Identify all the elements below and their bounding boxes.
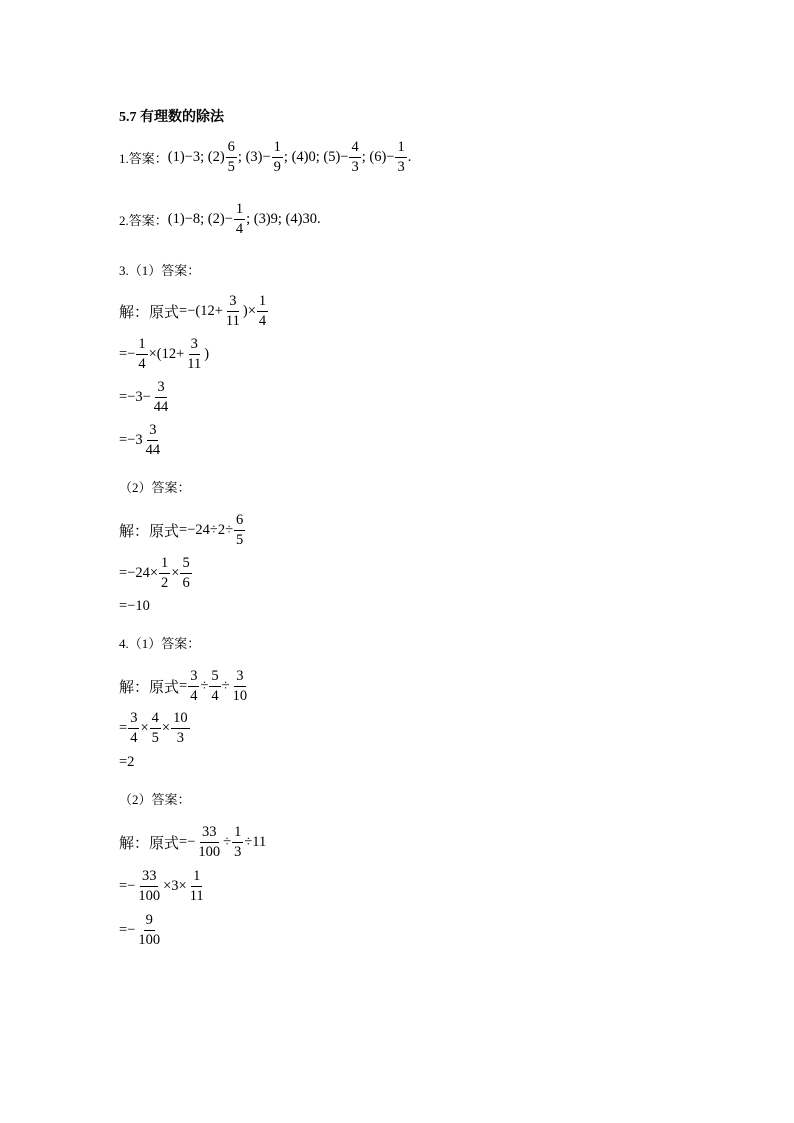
fraction: $\frac{5}{4}$ (211, 668, 219, 704)
fraction: $\frac{1}{3}$ (234, 824, 242, 860)
expression (179, 669, 250, 703)
q1-text-3: ; (4)0; (5)− (283, 148, 349, 165)
fraction: $\frac{1}{4}$ (138, 336, 146, 372)
fraction: $\frac{10}{3}$ (173, 710, 188, 746)
expression (179, 294, 269, 328)
q3-part1-line2 (119, 337, 209, 371)
q4-part1-line2 (119, 711, 191, 745)
solution-prefix: 解：原式 (119, 835, 180, 852)
q1-answer (119, 140, 411, 174)
q1-expression (168, 140, 412, 174)
fraction: $\frac{3}{10}$ (232, 668, 248, 704)
q3-part1-line4 (119, 423, 163, 457)
expr-text: =− (119, 921, 136, 938)
q1-text-1: (1)−3; (2) (167, 148, 225, 165)
expr-text: =− (119, 877, 136, 894)
q2-text-2: ; (3)9; (4)30. (246, 210, 321, 227)
fraction: $\frac{3}{4}$ (190, 668, 198, 704)
q1-text-5: . (407, 148, 412, 165)
expression (119, 913, 163, 947)
fraction: $\frac{1}{3}$ (397, 139, 405, 175)
expr-text: =−3 (119, 431, 143, 448)
expr-text: =−10 (119, 598, 150, 614)
q3-part1-line1 (119, 294, 269, 328)
q2-answer (119, 202, 321, 236)
q3-part2-line3 (119, 598, 150, 615)
q2-expression (168, 202, 321, 236)
fraction: $\frac{3}{44}$ (153, 379, 169, 415)
q4-part1-line3 (119, 754, 134, 771)
q1-text-2: ; (3)− (237, 148, 271, 165)
fraction: $\frac{5}{6}$ (182, 555, 190, 591)
solution-prefix: 解：原式 (119, 304, 180, 321)
q3-part1-line3 (119, 380, 171, 414)
q3-part2-line2 (119, 556, 193, 590)
expr-text: ÷11 (244, 833, 267, 850)
expression (119, 754, 134, 771)
q4-part1-label-row (119, 633, 200, 652)
expression (119, 337, 209, 371)
fraction: $\frac{9}{100}$ (138, 912, 161, 948)
q3-part1-label: 3.（1）答案： (119, 263, 201, 278)
q3-part2-label-row (119, 477, 191, 496)
solution-prefix: 解：原式 (119, 523, 180, 540)
fraction: $\frac{3}{11}$ (225, 293, 240, 329)
expr-text: =− (119, 345, 136, 362)
expr-text: × (140, 719, 149, 736)
fraction: $\frac{4}{3}$ (351, 139, 359, 175)
q1-label: 1.答案： (119, 150, 168, 166)
fraction: $\frac{3}{44}$ (145, 422, 161, 458)
fraction: $\frac{6}{5}$ (236, 512, 244, 548)
fraction: $\frac{3}{11}$ (187, 336, 202, 372)
q2-label: 2.答案： (119, 212, 168, 228)
expr-text: ÷ (200, 677, 209, 694)
expression (179, 513, 246, 547)
fraction: $\frac{1}{9}$ (273, 139, 281, 175)
q3-part2-line1 (119, 513, 246, 547)
fraction: $\frac{4}{5}$ (151, 710, 159, 746)
expr-text: =− (179, 833, 196, 850)
q3-part2-label: （2）答案： (119, 480, 191, 495)
section-title: 5.7 有理数的除法 (119, 110, 224, 125)
expr-text: =−24× (119, 564, 159, 581)
expression (179, 825, 266, 859)
expression (119, 711, 191, 745)
expression (119, 423, 163, 457)
expr-text: = (179, 677, 188, 694)
expr-text: ÷ (223, 833, 232, 850)
q4-part1-label: 4.（1）答案： (119, 636, 201, 651)
expr-text: =2 (119, 754, 135, 770)
q4-part2-label: （2）答案： (119, 792, 191, 807)
q4-part2-line2 (119, 869, 207, 903)
section-title-row (119, 106, 224, 126)
fraction: $\frac{1}{4}$ (258, 293, 267, 329)
q4-part1-line1 (119, 669, 250, 703)
q2-text-1: (1)−8; (2)− (167, 210, 233, 227)
expr-text: ×(12+ (148, 345, 185, 362)
fraction: $\frac{1}{11}$ (189, 868, 204, 904)
fraction: $\frac{33}{100}$ (138, 868, 161, 904)
expr-text: = (119, 719, 128, 736)
fraction: $\frac{3}{4}$ (130, 710, 138, 746)
expr-text: =−24÷2÷ (179, 521, 234, 538)
expr-text: ÷ (221, 677, 230, 694)
solution-prefix: 解：原式 (119, 679, 180, 696)
expression (119, 598, 150, 615)
fraction: $\frac{1}{2}$ (161, 555, 169, 591)
expression (119, 380, 171, 414)
q4-part2-line3 (119, 913, 163, 947)
expr-text: × (161, 719, 171, 736)
expr-text: =−3− (119, 388, 151, 405)
expr-text: ×3× (163, 877, 187, 894)
fraction: $\frac{1}{4}$ (235, 201, 244, 237)
q1-text-4: ; (6)− (361, 148, 395, 165)
expr-text: =−(12+ (179, 302, 223, 319)
expr-text: )× (242, 302, 256, 319)
q3-part1-label-row (119, 260, 200, 279)
expression (119, 869, 207, 903)
q4-part2-line1 (119, 825, 266, 859)
expr-text: ) (204, 345, 210, 362)
q4-part2-label-row (119, 789, 191, 808)
expr-text: × (171, 564, 180, 581)
fraction: $\frac{33}{100}$ (198, 824, 221, 860)
expression (119, 556, 193, 590)
fraction: $\frac{6}{5}$ (227, 139, 235, 175)
